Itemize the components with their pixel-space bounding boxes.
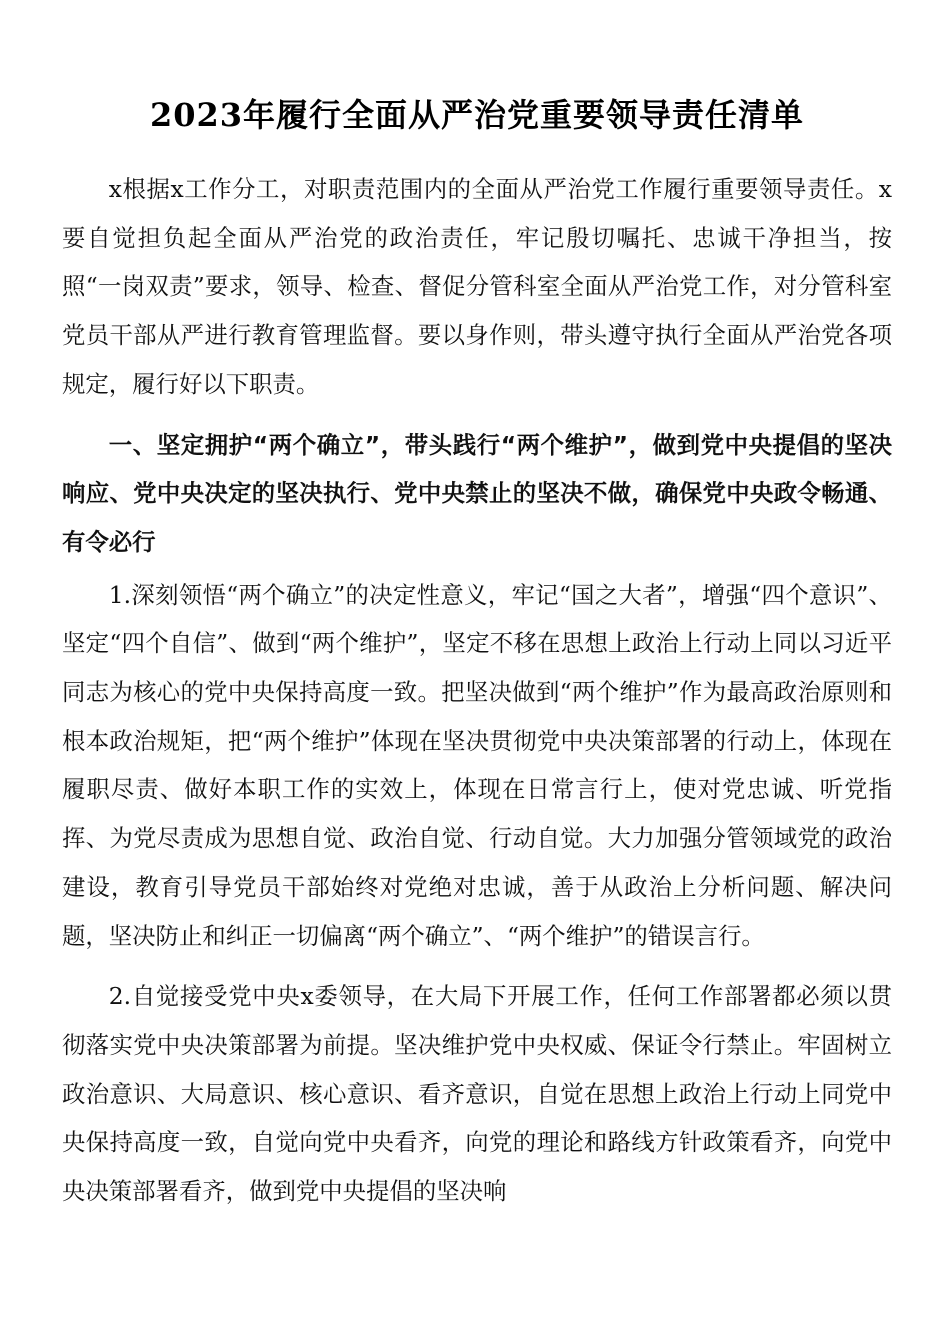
intro-paragraph: x根据x工作分工，对职责范围内的全面从严治党工作履行重要领导责任。x要自觉担负起全面从严治党的政治责任，牢记殷切嘱托、忠诚干净担当，按照“一岗双责”要求，领导、检查、督促分管科室全面从严治党工作，对分管科室党员干部从严进行教育管理监督。要以身作则，带头遵守执行全面从严治党各项规定，履行好以下职责。 (62, 175, 892, 398)
document-page (62, 0, 892, 1216)
item-1-paragraph: 1.深刻领悟“两个确立”的决定性意义，牢记“国之大者”，增强“四个意识”、坚定“四个自信”、做到“两个维护”，坚定不移在思想上政治上行动上同以习近平同志为核心的党中央保持高度一致。把坚决做到“两个维护”作为最高政治原则和根本政治规矩，把“两个维护”体现在坚决贯彻党中央决策部署的行动上，体现在履职尽责、做好本职工作的实效上，体现在日常言行上，使对党忠诚、听党指挥、为党尽责成为思想自觉、政治自觉、行动自觉。大力加强分管领域党的政治建设，教育引导党员干部始终对党绝对忠诚，善于从政治上分析问题、解决问题，坚决防止和纠正一切偏离“两个确立”、“两个维护”的错误言行。 (62, 580, 892, 950)
section-heading: 一、坚定拥护“两个确立”，带头践行“两个维护”，做到党中央提倡的坚决响应、党中央决定的坚决执行、党中央禁止的坚决不做，确保党中央政令畅通、有令必行 (62, 430, 892, 556)
document-title: 2023年履行全面从严治党重要领导责任清单 (149, 96, 805, 134)
item-2-paragraph: 2.自觉接受党中央x委领导，在大局下开展工作，任何工作部署都必须以贯彻落实党中央决策部署为前提。坚决维护党中央权威、保证令行禁止。牢固树立政治意识、大局意识、核心意识、看齐意识，自觉在思想上政治上行动上同党中央保持高度一致，自觉向党中央看齐，向党的理论和路线方针政策看齐，向党中央决策部署看齐，做到党中央提倡的坚决响 (62, 982, 892, 1206)
